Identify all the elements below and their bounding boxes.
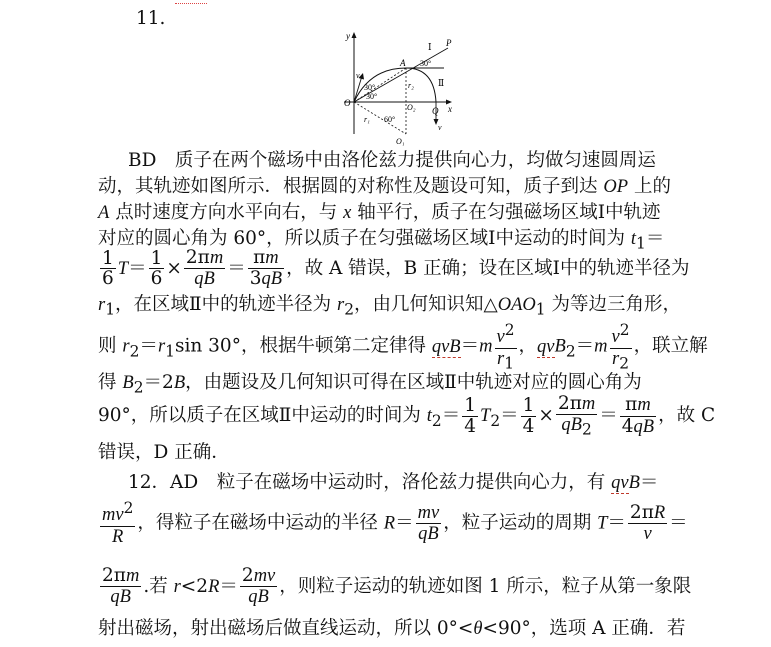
label-angle-30-b: 30° bbox=[366, 92, 378, 101]
label-region-1: Ⅰ bbox=[428, 42, 432, 52]
label-angle-60: 60° bbox=[384, 115, 396, 124]
label-o2: O₂ bbox=[407, 103, 416, 112]
label-a: A bbox=[400, 58, 406, 68]
label-region-2: Ⅱ bbox=[438, 78, 445, 88]
q11-line-3: A 点时速度方向水平向右，与 x 轴平行，质子在匀强磁场区域Ⅰ中轨迹 bbox=[98, 202, 661, 223]
q11-line-2: 动，其轨迹如图所示．根据圆的对称性及题设可知，质子到达 OP 上的 bbox=[98, 176, 671, 197]
q11-line-8: 得 $B_2=2B$，由题设及几何知识可得在区域Ⅱ中轨迹对应的圆心角为 bbox=[98, 372, 642, 397]
label-o: O bbox=[344, 98, 351, 108]
y-axis-label: y bbox=[346, 31, 350, 41]
q12-line-4: 射出磁场，射出磁场后做直线运动，所以 0°<θ<90°，选项 A 正确．若 bbox=[98, 618, 686, 639]
label-r1: r₁ bbox=[364, 115, 370, 124]
q11-line-1: BD 质子在两个磁场中由洛伦兹力提供向心力，均做匀速圆周运 bbox=[128, 150, 656, 171]
label-o1: O₁ bbox=[396, 137, 405, 146]
label-r2: r₂ bbox=[408, 81, 414, 90]
q11-line-4: 对应的圆心角为 60°，所以质子在匀强磁场区域Ⅰ中运动的时间为 $t_1=$ bbox=[98, 228, 665, 253]
q12-line-3: $\frac{2\pi m}{qB}$ .若 r<2R＝ $\frac{2mv}{qB}$ ，则粒子运动的轨迹如图 1 所示，粒子从第一象限 bbox=[102, 565, 692, 608]
label-angle-30-a: 30° bbox=[364, 83, 376, 92]
dashed-o-o1 bbox=[354, 102, 406, 134]
q11-line-9: 90°，所以质子在区域Ⅱ中运动的时间为 $t_2=$ $\frac{1}{4}$ $T_2=$ $\frac{1}{4}$ × $\frac{2\pi m}{qB_2}$ ＝ $\frac{\pi m}{4qB}$ ，故 C bbox=[98, 393, 716, 440]
q11-line-6: $r_1$，在区域Ⅱ中的轨迹半径为 $r_2$，由几何知识知$\triangle OAO_1$ 为等边三角形， bbox=[98, 294, 681, 319]
label-angle-30-top: 30° bbox=[420, 59, 432, 68]
q11-line-7: 则 $r_2=r_1\sin$ 30°，根据牛顿第二定律得 qvB＝m $\frac{v^2}{r_1}$ ，qvB$_2$＝m $\frac{v^2}{r_2}$ ，联立解 bbox=[98, 321, 708, 373]
q11-line-10: 错误，D 正确． bbox=[98, 442, 230, 463]
label-q: Q bbox=[432, 106, 439, 116]
y-axis-arrow bbox=[352, 32, 357, 38]
question-11-number: 11. bbox=[136, 8, 166, 29]
q11-line-5: $\frac{1}{6}$ T＝ $\frac{1}{6}$ × $\frac{2\pi m}{qB}$ ＝ $\frac{\pi m}{3qB}$ ，故 A 错误，B 正确；设在区域Ⅰ中的轨迹半径为 bbox=[102, 247, 690, 290]
spell-check-mark bbox=[175, 0, 207, 4]
label-p: P bbox=[446, 38, 452, 48]
q12-line-2: $\frac{mv^2}{R}$ ，得粒子在磁场中运动的半径 R＝ $\frac{mv}{qB}$ ，粒子运动的周期 T＝ $\frac{2\pi R}{v}$ ＝ bbox=[102, 499, 688, 547]
x-axis-label: x bbox=[448, 104, 452, 114]
label-v2: v bbox=[438, 123, 442, 132]
q12-line-1: 12．AD 粒子在磁场中运动时，洛伦兹力提供向心力，有 qvB＝ bbox=[128, 472, 659, 493]
label-v1: v bbox=[356, 71, 360, 80]
trajectory-figure bbox=[340, 30, 460, 150]
